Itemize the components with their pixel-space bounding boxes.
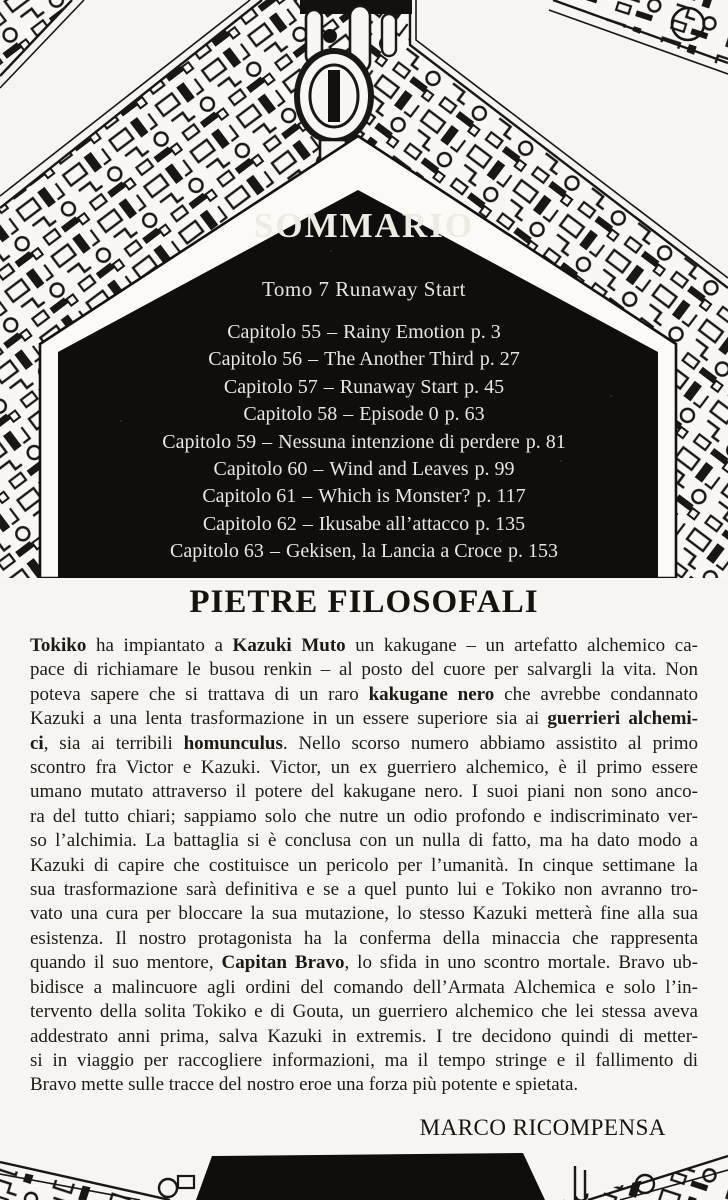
toc-chapter-title: Episode 0 — [359, 403, 439, 426]
toc-page-number: p. 45 — [464, 375, 505, 398]
body-line: umano mutato attraverso il potere del kakugane nero. I suoi piani non sono anco- — [30, 781, 698, 803]
toc-chapter-label: Capitolo 57 — [223, 375, 318, 398]
chapter-list — [0, 319, 728, 566]
toc-separator: – — [308, 348, 319, 371]
toc-chapter-title: Gekisen, la Lancia a Croce — [285, 540, 502, 563]
toc-entry — [0, 319, 728, 346]
mecha-collage-bottom-strip — [0, 1152, 728, 1200]
body-line: bidisce a malincuore agli ordini del comando dell’Armata Alchemica e solo l’in- — [30, 976, 698, 998]
toc-chapter-title: Runaway Start — [339, 375, 459, 398]
body-line: Kazuki di capire che costituisce un pericolo per l’umanità. In cinque settimane la — [30, 854, 698, 876]
toc-entry — [0, 538, 728, 565]
body-line: esistenza. Il nostro protagonista ha la conferma della minaccia che rappresenta — [30, 927, 698, 949]
toc-separator: – — [302, 512, 313, 535]
author-signature: MARCO RICOMPENSA — [419, 1114, 666, 1140]
toc-page-number: p. 81 — [525, 430, 566, 453]
toc-chapter-label: Capitolo 58 — [243, 403, 338, 426]
toc-separator: – — [302, 485, 313, 508]
bottom-panel-shape — [196, 1153, 545, 1200]
toc-chapter-title: Nessuna intenzione di perdere — [278, 430, 520, 453]
ring-port-icon — [297, 51, 371, 141]
toc-chapter-label: Capitolo 60 — [213, 458, 308, 481]
toc-page-number: p. 99 — [474, 458, 515, 481]
toc-chapter-title: Rainy Emotion — [343, 321, 465, 343]
toc-chapter-title: Ikusabe all’attacco — [318, 512, 470, 535]
body-line: pace di richiamare le busou renkin – al posto del cuore per salvargli la vita. Non — [30, 659, 698, 681]
toc-entry — [0, 456, 728, 483]
toc-separator: – — [262, 430, 273, 453]
toc-chapter-label: Capitolo 56 — [208, 348, 303, 371]
body-line: quando il suo mentore, Capitan Bravo, lo sfida in uno scontro mortale. Bravo ub- — [30, 952, 698, 974]
toc-chapter-label: Capitolo 61 — [202, 485, 297, 508]
toc-separator: – — [313, 458, 324, 481]
toc-entry — [0, 374, 728, 401]
body-line: so l’alchimia. La battaglia si è conclusa con un nulla di fatto, ma ha dato modo a — [30, 830, 698, 852]
toc-page-number: p. 3 — [470, 321, 501, 343]
body-line: ci, sia ai terribili homunculus. Nello scorso numero abbiamo assistito al primo — [30, 732, 698, 754]
article-body — [30, 634, 698, 1098]
toc-separator: – — [343, 403, 354, 426]
toc-chapter-label: Capitolo 63 — [170, 540, 264, 563]
toc-separator: – — [327, 321, 338, 343]
toc-chapter-title: Wind and Leaves — [329, 458, 469, 481]
body-line: ra del tutto chiari; sappiamo solo che nutre un odio profondo e indiscriminato ver- — [30, 805, 698, 827]
toc-entry — [0, 429, 728, 456]
article — [0, 584, 728, 1141]
toc-chapter-title: The Another Third — [324, 348, 474, 371]
body-line: sua trasformazione sarà definitiva e se a quel punto lui e Tokiko non avranno tro- — [30, 879, 698, 901]
body-line: scontro fra Victor e Kazuki. Victor, un ex guerriero alchemico, è il primo essere — [30, 757, 698, 779]
volume-subtitle: Tomo 7 Runaway Start — [262, 277, 466, 301]
toc-chapter-label: Capitolo 62 — [202, 512, 297, 535]
body-line: Tokiko ha impiantato a Kazuki Muto un kakugane – un artefatto alchemico ca- — [30, 635, 698, 656]
toc-entry — [0, 401, 728, 428]
toc-chapter-label: Capitolo 55 — [227, 321, 322, 343]
toc-chapter-title: Which is Monster? — [318, 485, 471, 508]
toc-chapter-label: Capitolo 59 — [162, 430, 257, 453]
toc-separator: – — [323, 375, 334, 398]
toc-entry — [0, 346, 728, 373]
toc-page-number: p. 153 — [507, 540, 558, 563]
toc-page-number: p. 63 — [444, 403, 485, 426]
article-heading: PIETRE FILOSOFALI — [189, 584, 539, 620]
toc-page-number: p. 27 — [479, 348, 520, 371]
body-line: tervento della solita Tokiko e di Gouta, un guerriero alchemico che lei stessa aveva — [30, 1001, 698, 1023]
toc-entry — [0, 483, 728, 510]
toc-separator: – — [269, 540, 280, 563]
body-line: Bravo mette sulle tracce del nostro eroe una forza più potente e spietata. — [30, 1074, 579, 1096]
body-line: vato una cura per bloccare la sua mutazione, lo stesso Kazuki metterà fine alla sua — [30, 903, 698, 925]
body-line: poteva sapere che si trattava di un raro kakugane nero che avrebbe condannato — [30, 683, 698, 705]
toc-page-number: p. 117 — [476, 485, 526, 508]
body-line: si in viaggio per raccogliere informazioni, ma il tempo stringe e il fallimento di — [30, 1049, 698, 1071]
sommario-title: SOMMARIO — [253, 206, 475, 245]
body-line: addestrato anni prima, salva Kazuki in extremis. I tre decidono quindi di metter- — [30, 1025, 698, 1047]
toc-page-number: p. 135 — [475, 512, 526, 535]
toc-entry — [0, 511, 728, 538]
body-line: Kazuki a una lenta trasformazione in un essere superiore sia ai guerrieri alchemi- — [30, 708, 698, 730]
